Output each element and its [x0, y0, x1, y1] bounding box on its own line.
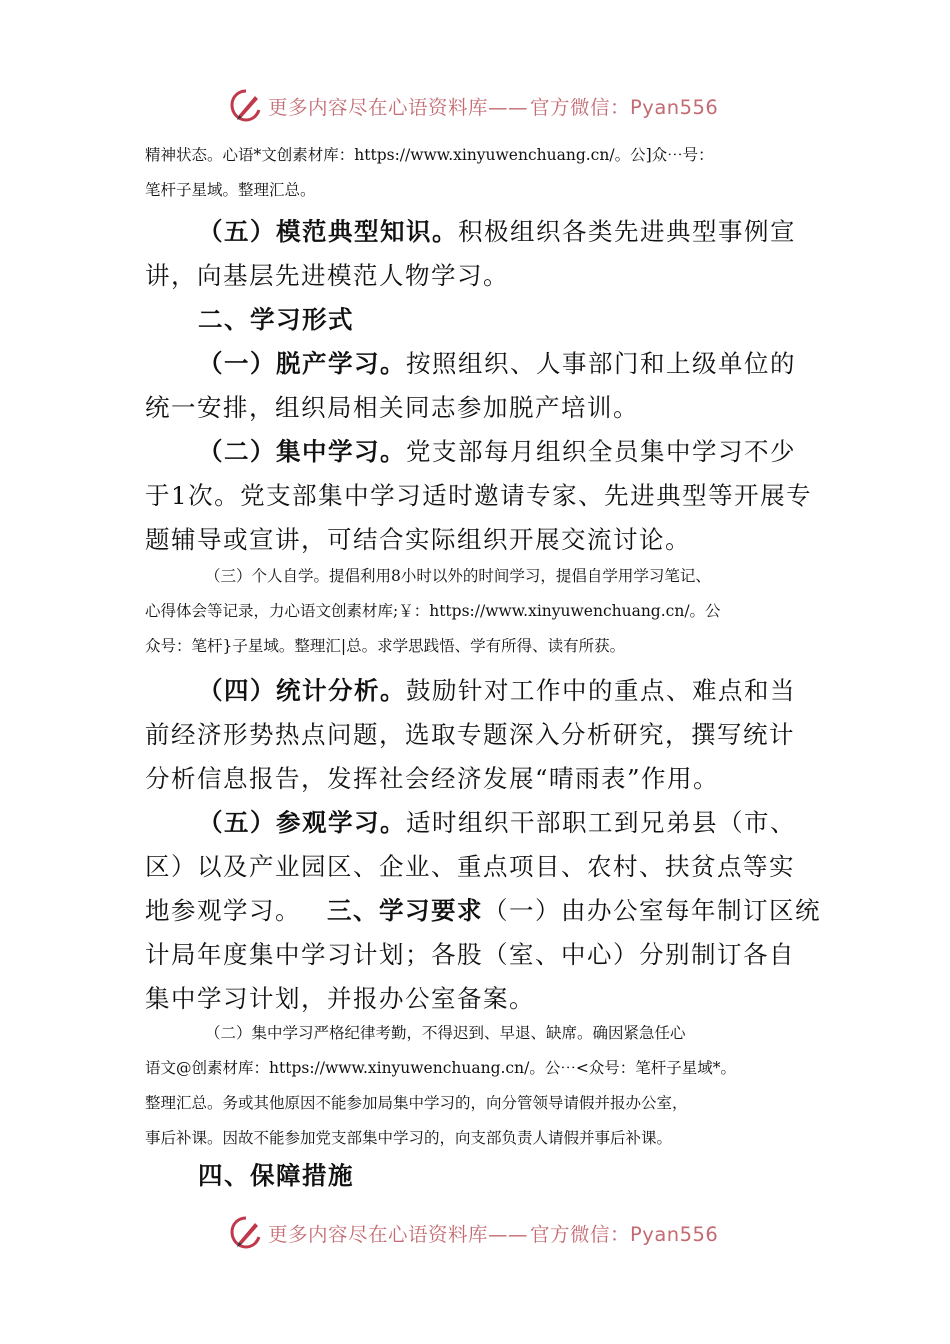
- pen-logo-icon: [228, 1215, 264, 1251]
- paragraph-line: 统一安排，组织局相关同志参加脱产培训。: [145, 393, 639, 422]
- watermark-text: 更多内容尽在心语资料库—— 官方微信：Pyan556: [268, 96, 719, 119]
- section-heading: （四）统计分析。: [198, 676, 406, 705]
- paragraph-line: 集中学习计划，并报办公室备案。: [145, 984, 535, 1013]
- paragraph-line: （五）参观学习。适时组织干部职工到兄弟县（市、: [198, 808, 796, 837]
- text-line: 精神状态。心语*文创素材库：https://www.xinyuwenchuang.cn/。公]众⋯号：: [145, 146, 714, 164]
- text-line: 笔杆子星域。整理汇总。: [145, 181, 316, 199]
- text-line: 整理汇总。务或其他原因不能参加局集中学习的，向分管领导请假并报办公室，: [145, 1094, 688, 1112]
- paragraph-line: （四）统计分析。鼓励针对工作中的重点、难点和当: [198, 676, 796, 705]
- heading-safeguards: 四、保障措施: [198, 1161, 354, 1190]
- heading-learning-forms: 二、学习形式: [198, 305, 354, 334]
- text-line: 语文@创素材库：https://www.xinyuwenchuang.cn/。公⋯<众号：笔杆子星域*。: [145, 1059, 737, 1077]
- paragraph-line: （二）集中学习。党支部每月组织全员集中学习不少: [198, 437, 796, 466]
- paragraph-line: （五）模范典型知识。积极组织各类先进典型事例宣: [198, 217, 796, 246]
- text-line: 事后补课。因故不能参加党支部集中学习的，向支部负责人请假并事后补课。: [145, 1129, 673, 1147]
- paragraph-line: 于1次。党支部集中学习适时邀请专家、先进典型等开展专: [145, 481, 813, 510]
- section-heading: （五）模范典型知识。: [198, 217, 458, 246]
- paragraph-line: 分析信息报告，发挥社会经济发展“晴雨表”作用。: [145, 764, 720, 793]
- section-heading: （五）参观学习。: [198, 808, 406, 837]
- text-line: （三）个人自学。提倡利用8小时以外的时间学习，提倡自学用学习笔记、: [205, 567, 711, 585]
- section-heading: （二）集中学习。: [198, 437, 406, 466]
- text-line: （二）集中学习严格纪律考勤，不得迟到、早退、缺席。确因紧急任心: [205, 1024, 686, 1042]
- paragraph-line: 题辅导或宣讲，可结合实际组织开展交流讨论。: [145, 525, 691, 554]
- section-heading: （一）脱产学习。: [198, 349, 406, 378]
- paragraph-line: 区）以及产业园区、企业、重点项目、农村、扶贫点等实: [145, 852, 795, 881]
- paragraph-line: 计局年度集中学习计划；各股（室、中心）分别制订各自: [145, 940, 795, 969]
- text-line: 心得体会等记录，力心语文创素材库;￥：https://www.xinyuwenchuang.cn/。公: [145, 602, 721, 620]
- watermark-text: 更多内容尽在心语资料库—— 官方微信：Pyan556: [268, 1223, 719, 1246]
- heading-learning-requirements: 三、学习要求: [327, 896, 483, 925]
- paragraph-line: 讲，向基层先进模范人物学习。: [145, 261, 509, 290]
- paragraph-line: （一）脱产学习。按照组织、人事部门和上级单位的: [198, 349, 796, 378]
- paragraph-line: 前经济形势热点问题，选取专题深入分析研究，撰写统计: [145, 720, 795, 749]
- text-line: 众号：笔杆}子星域。整理汇|总。求学思践悟、学有所得、读有所获。: [145, 637, 626, 655]
- pen-logo-icon: [228, 88, 264, 124]
- watermark-banner-top: [228, 86, 748, 126]
- watermark-banner-bottom: [228, 1213, 748, 1253]
- paragraph-line: 地参观学习。 三、学习要求（一）由办公室每年制订区统: [145, 896, 821, 925]
